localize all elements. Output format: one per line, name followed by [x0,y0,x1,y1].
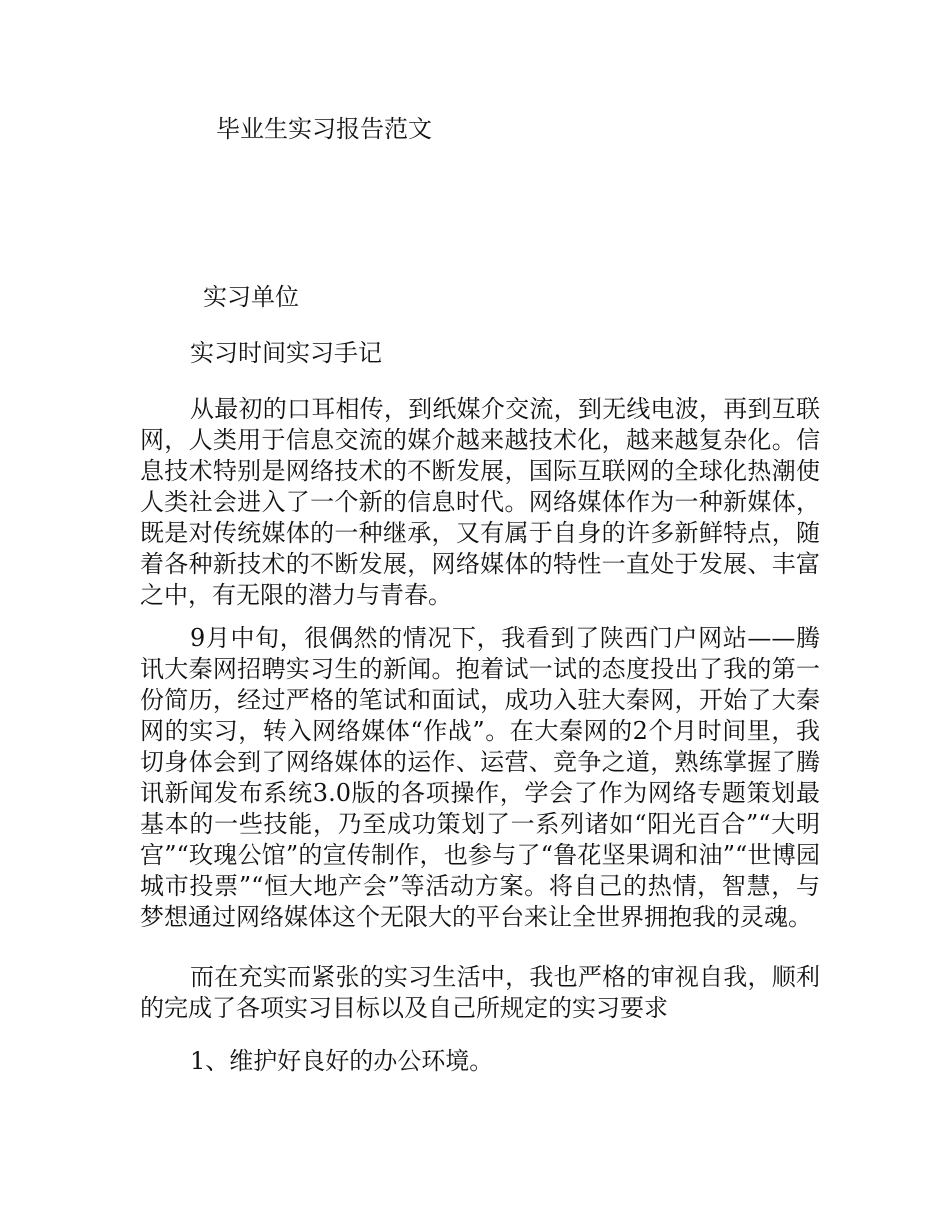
internship-unit-label: 实习单位 [203,283,299,311]
document-title: 毕业生实习报告范文 [216,115,432,143]
internship-time-label: 实习时间实习手记 [190,339,382,367]
paragraph-media-evolution: 从最初的口耳相传，到纸媒介交流，到无线电波，再到互联网，人类用于信息交流的媒介越来越技术化，越来越复杂化。信息技术特别是网络技术的不断发展，国际互联网的全球化热潮使人类社会进入了一个新的信息时代。网络媒体作为一种新媒体，既是对传统媒体的一种继承，又有属于自身的许多新鲜特点，随着各种新技术的不断发展，网络媒体的特性一直处于发展、丰富之中，有无限的潜力与青春。 [140,395,820,609]
paragraph-self-review: 而在充实而紧张的实习生活中，我也严格的审视自我，顺利的完成了各项实习目标以及自己所规定的实习要求 [140,963,820,1022]
paragraph-internship-experience: 9月中旬，很偶然的情况下，我看到了陕西门户网站——腾讯大秦网招聘实习生的新闻。抱着试一试的态度投出了我的第一份简历，经过严格的笔试和面试，成功入驻大秦网，开始了大秦网的实习，转入网络媒体“作战”。在大秦网的2个月时间里，我切身体会到了网络媒体的运作、运营、竞争之道，熟练掌握了腾讯新闻发布系统3.0版的各项操作，学会了作为网络专题策划最基本的一些技能，乃至成功策划了一系列诸如“阳光百合”“大明宫”“玫瑰公馆”的宣传制作，也参与了“鲁花坚果调和油”“世博园城市投票”“恒大地产会”等活动方案。将自己的热情，智慧，与梦想通过网络媒体这个无限大的平台来让全世界拥抱我的灵魂。 [140,624,820,931]
paragraph-list-item-1: 1、维护好良好的办公环境。 [190,1047,494,1075]
